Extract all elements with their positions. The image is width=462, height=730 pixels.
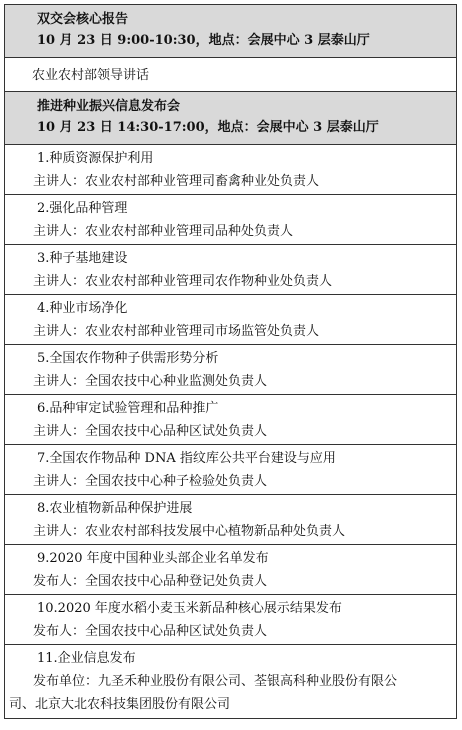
session1-header-row [5,5,457,58]
session1-header [5,5,457,58]
agenda-item-publisher-line2: 司、北京大北农科技集团股份有限公司 [9,697,231,712]
agenda-item-title: 1.种质资源保护利用 [37,151,154,166]
agenda-item-row-10 [5,595,457,645]
agenda-item-speaker: 主讲人：全国农技中心种子检验处负责人 [33,474,268,489]
agenda-item-cell-7 [5,445,457,495]
agenda-item-cell-10 [5,595,457,645]
agenda-item-speaker: 发布人：全国农技中心品种区试处负责人 [33,624,268,639]
agenda-item-title: 5.全国农作物种子供需形势分析 [37,351,219,366]
agenda-item-title: 6.品种审定试验管理和品种推广 [37,401,219,416]
session2-header [5,92,457,145]
agenda-item-speaker: 发布人：全国农技中心品种登记处负责人 [33,574,268,589]
session1-title: 双交会核心报告 [37,12,129,27]
agenda-item-row-9 [5,545,457,595]
agenda-item-publisher-line1: 发布单位：九圣禾种业股份有限公司、荃银高科种业股份有限公 [33,674,398,689]
session2-title: 推进种业振兴信息发布会 [37,99,181,114]
agenda-item-cell-2 [5,195,457,245]
agenda-item-title: 11.企业信息发布 [37,651,136,666]
agenda-item-row-2 [5,195,457,245]
agenda-item-row-3 [5,245,457,295]
agenda-item-speaker: 主讲人：全国农技中心种业监测处负责人 [33,374,268,389]
session1-speech: 农业农村部领导讲话 [32,68,150,83]
agenda-item-row-1 [5,145,457,195]
agenda-item-title: 3.种子基地建设 [37,251,128,266]
agenda-item-row-5 [5,345,457,395]
agenda-item-title: 9.2020 年度中国种业头部企业名单发布 [37,551,269,566]
agenda-item-title: 10.2020 年度水稻小麦玉米新品种核心展示结果发布 [37,601,342,616]
session2-time: 10 月 23 日 14:30-17:00，地点：会展中心 3 层泰山厅 [37,120,379,135]
agenda-item-title: 2.强化品种管理 [37,201,128,216]
agenda-item-cell-9 [5,545,457,595]
session1-speech-cell [5,58,457,92]
session1-time: 10 月 23 日 9:00-10:30，地点：会展中心 3 层泰山厅 [37,33,370,48]
agenda-item-row-4 [5,295,457,345]
agenda-item-row-7 [5,445,457,495]
agenda-item-row-6 [5,395,457,445]
agenda-item-cell-3 [5,245,457,295]
agenda-item-cell-5 [5,345,457,395]
agenda-item-cell-1 [5,145,457,195]
agenda-item-title: 8.农业植物新品种保护进展 [37,501,193,516]
agenda-item-cell-11 [5,645,457,719]
agenda-item-cell-8 [5,495,457,545]
agenda-item-speaker: 主讲人：全国农技中心品种区试处负责人 [33,424,268,439]
agenda-item-cell-4 [5,295,457,345]
session2-header-row [5,92,457,145]
agenda-document [4,4,457,719]
agenda-item-speaker: 主讲人：农业农村部种业管理司品种处负责人 [33,224,294,239]
agenda-item-speaker: 主讲人：农业农村部科技发展中心植物新品种处负责人 [33,524,346,539]
agenda-item-speaker: 主讲人：农业农村部种业管理司市场监管处负责人 [33,324,320,339]
agenda-item-speaker: 主讲人：农业农村部种业管理司农作物种业处负责人 [33,274,333,289]
agenda-item-cell-6 [5,395,457,445]
agenda-item-title: 7.全国农作物品种 DNA 指纹库公共平台建设与应用 [37,451,336,466]
agenda-item-row-8 [5,495,457,545]
agenda-table [4,4,457,719]
agenda-item-row-11 [5,645,457,719]
agenda-item-speaker: 主讲人：农业农村部种业管理司畜禽种业处负责人 [33,174,320,189]
agenda-item-title: 4.种业市场净化 [37,301,128,316]
session1-speech-row [5,58,457,92]
